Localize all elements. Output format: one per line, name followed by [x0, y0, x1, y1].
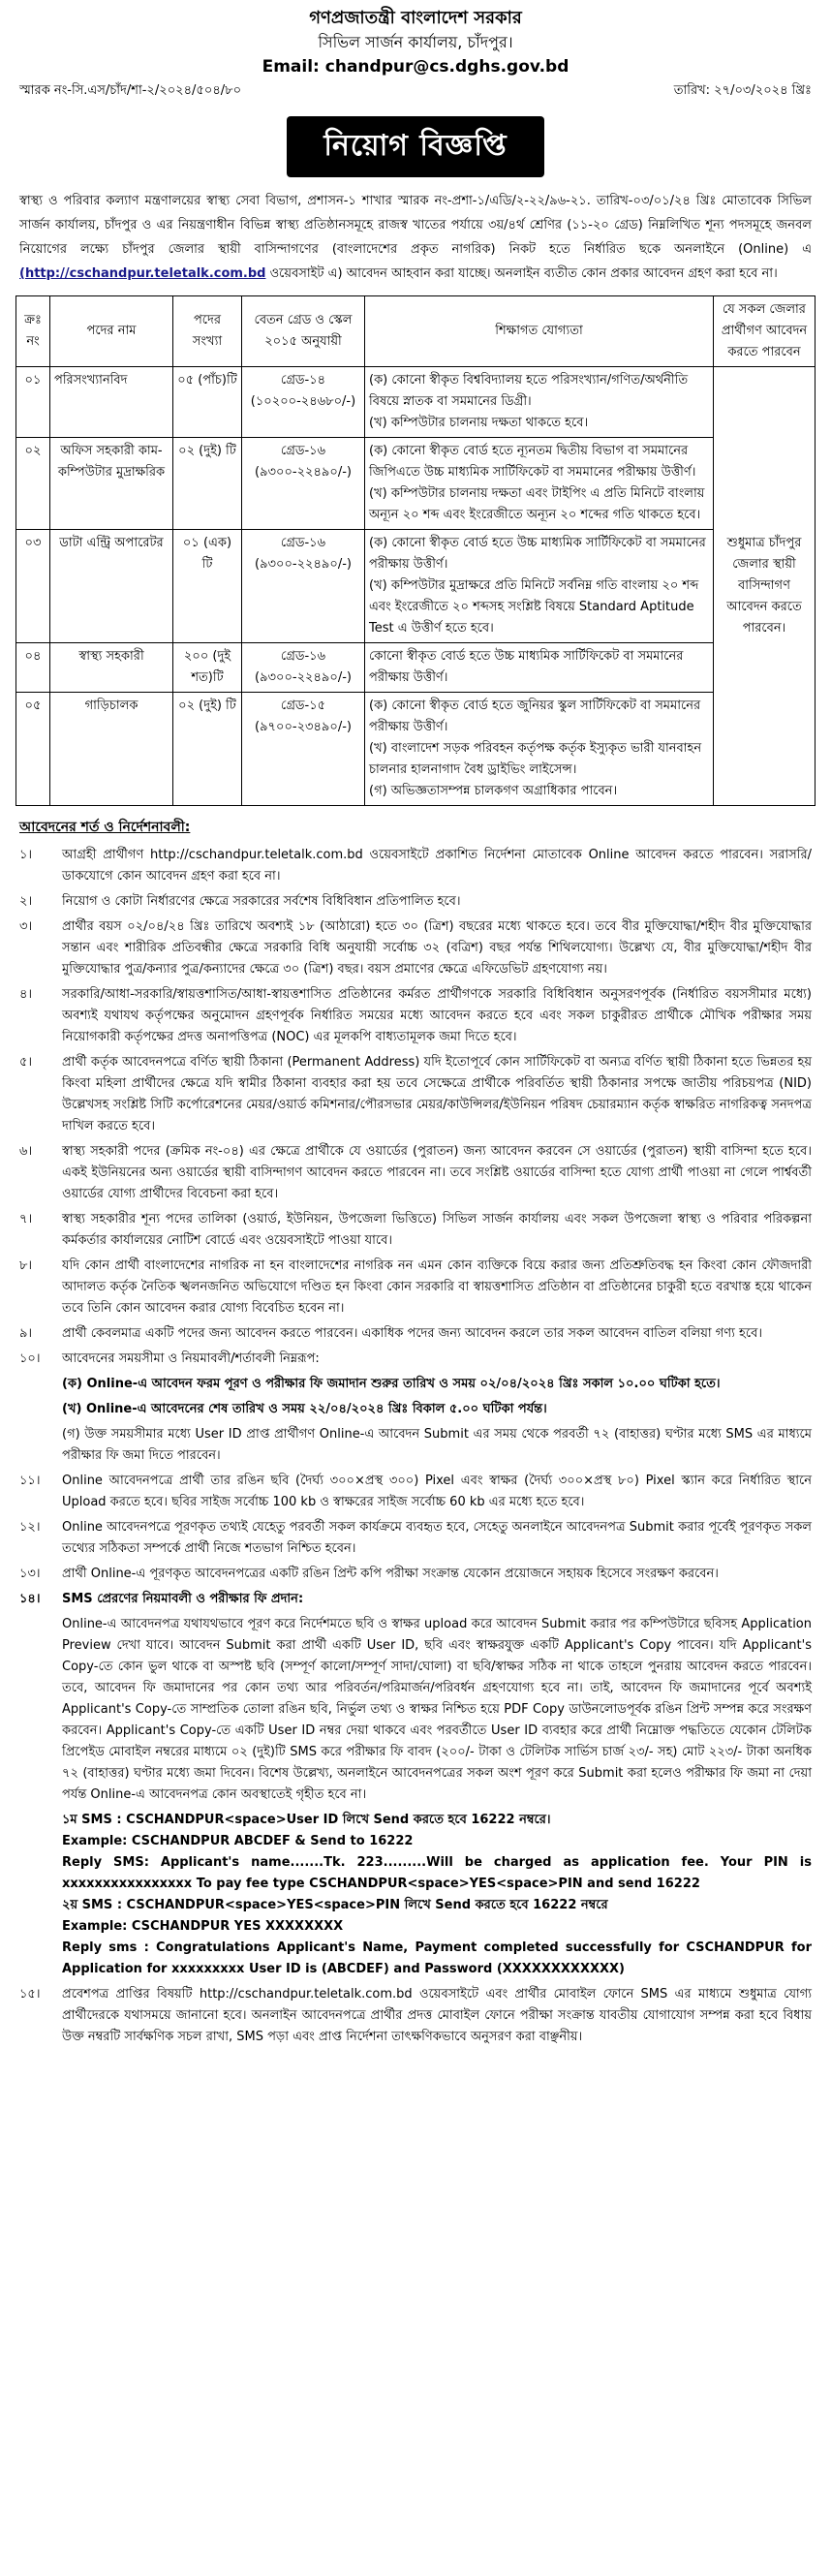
table-row [16, 643, 816, 693]
cell-post: স্বাস্থ্য সহকারী [50, 643, 173, 693]
notice-title: নিয়োগ বিজ্ঞপ্তি [287, 116, 543, 177]
qual-item: (ক) কোনো স্বীকৃত বোর্ড হতে জুনিয়র স্কুল সার্টিফিকেট বা সমমানের পরীক্ষায় উত্তীর্ণ। [369, 698, 701, 734]
condition-item [19, 1471, 812, 1513]
condition-text: প্রার্থী কর্তৃক আবেদনপত্রে বর্ণিত স্থায়ী ঠিকানা (Permanent Address) যদি ইতোপূর্বে কোন সার্টিফিকেট বা অন্যত্র বর্ণিত স্থায়ী ঠিকানা হতে ভিন্নতর হয় কিংবা মহিলা প্রার্থীদের ক্ষেত্রে যদি স্বামীর ঠিকানা ব্যবহার করা হয় তবে সেক্ষেত্রে প্রার্থীকে পরিবর্তিত স্থায়ী ঠিকানার সপক্ষে জাতীয় পরিচয়পত্র (NID) উল্লেখসহ সংশ্লিষ্ট সিটি কর্পোরেশনের মেয়র/ওয়ার্ড কমিশনার/পৌরসভার মেয়র/কাউন্সিলর/ইউনিয়ন পরিষদ চেয়ারম্যান কর্তৃক স্বাক্ষরিত নাগরিকত্ব সনদপত্র দাখিল করতে হবে। [62, 1055, 812, 1133]
qual-item: (গ) অভিজ্ঞতাসম্পন্ন চালকগণ অগ্রাধিকার পাবেন। [369, 784, 618, 798]
cell-count: ০২ (দুই) টি [173, 693, 242, 806]
condition-text: (ক) Online-এ আবেদন ফরম পূরণ ও পরীক্ষার ফি জমাদান শুরুর তারিখ ও সময় ০২/০৪/২০২৪ খ্রিঃ সকাল ১০.০০ ঘটিকা হতে। [62, 1377, 721, 1391]
office-email: Email: chandpur@cs.dghs.gov.bd [262, 57, 569, 77]
condition-text: স্বাস্থ্য সহকারীর শূন্য পদের তালিকা (ওয়ার্ড, ইউনিয়ন, উপজেলা ভিত্তিতে) সিভিল সার্জন কার্যালয় এবং সকল উপজেলা স্বাস্থ্য ও পরিবার পরিকল্পনা কর্মকর্তার কার্যালয়ের নোটিশ বোর্ডে এবং ওয়েবসাইটে পাওয়া যাবে। [62, 1212, 812, 1248]
th-district: যে সকল জেলার প্রার্থীগণ আবেদন করতে পারবেন [714, 296, 816, 367]
condition-text: যদি কোন প্রার্থী বাংলাদেশের নাগরিক না হন বাংলাদেশের নাগরিক নন এমন কোন ব্যক্তিকে বিয়ে করার জন্য প্রতিশ্রুতিবদ্ধ হন কিংবা কোন ফৌজদারী আদালত কর্তৃক নৈতিক স্খলনজনিত অভিযোগে দণ্ডিত হন কিংবা কোন সরকারি বা স্বায়ত্তশাসিত প্রতিষ্ঠান বা প্রতিষ্ঠানের চাকুরী হতে বরখাস্ত হয়ে থাকেন তবে তিনি কোন আবেদন করার যোগ্য বিবেচিত হবেন না। [62, 1258, 812, 1316]
condition-item [19, 1141, 812, 1205]
condition-number: ৭। [19, 1212, 33, 1226]
memo-date: তারিখ: ২৭/০৩/২০২৪ খ্রিঃ [673, 83, 812, 98]
cell-qualification [365, 693, 714, 806]
condition-number: ৪। [19, 987, 33, 1002]
condition-item [19, 1517, 812, 1560]
condition-number: ২। [19, 894, 33, 909]
condition-text: (গ) উক্ত সময়সীমার মধ্যে User ID প্রাপ্ত প্রার্থীগণ Online-এ আবেদন Submit এর সময় থেকে পরবর্তী ৭২ (বাহাত্তর) ঘণ্টার মধ্যে SMS এর মাধ্যমে পরীক্ষার ফি জমা দিতে পারবেন। [62, 1427, 812, 1463]
condition-text: SMS প্রেরণের নিয়মাবলী ও পরীক্ষার ফি প্রদান: [62, 1592, 304, 1606]
qual-item: (খ) কম্পিউটার মুদ্রাক্ষরে প্রতি মিনিটে সর্বনিম্ন গতি বাংলায় ২০ শব্দ এবং ইংরেজীতে ২০ শব্দসহ সংশ্লিষ্ট বিষয়ে Standard Aptitude Test এ উত্তীর্ণ হতে হবে। [369, 578, 699, 636]
cell-serial: ০৩ [16, 530, 50, 643]
qual-item: কোনো স্বীকৃত বোর্ড হতে উচ্চ মাধ্যমিক সার্টিফিকেট বা সমমানের পরীক্ষায় উত্তীর্ণ। [369, 649, 684, 685]
table-row [16, 530, 816, 643]
intro-paragraph [19, 189, 812, 286]
condition-item [19, 1589, 812, 1610]
cell-grade: গ্রেড-১৫ (৯৭০০-২৩৪৯০/-) [242, 693, 365, 806]
conditions-list [15, 845, 816, 2048]
cell-serial: ০২ [16, 438, 50, 530]
cell-count: ০১ (এক) টি [173, 530, 242, 643]
th-serial: ক্রঃ নং [16, 296, 50, 367]
cell-post: অফিস সহকারী কাম-কম্পিউটার মুদ্রাক্ষরিক [50, 438, 173, 530]
th-count: পদের সংখ্যা [173, 296, 242, 367]
sms-line-4: ২য় SMS : CSCHANDPUR<space>YES<space>PIN লিখে Send করতে হবে 16222 নম্বরে [62, 1898, 608, 1912]
cell-grade: গ্রেড-১৬ (৯৩০০-২২৪৯০/-) [242, 530, 365, 643]
condition-text: স্বাস্থ্য সহকারী পদের (ক্রমিক নং-০৪) এর ক্ষেত্রে প্রার্থীকে যে ওয়ার্ডের (পুরাতন) জন্য আবেদন করবেন সে ওয়ার্ডের (পুরাতন) স্থায়ী বাসিন্দা হতে হবে। একই ইউনিয়নের অন্য ওয়ার্ডের স্থায়ী বাসিন্দাগণ আবেদন করতে পারবেন না। তবে সংশ্লিষ্ট ওয়ার্ডের বাসিন্দা হতে যোগ্য প্রার্থী পাওয়া না গেলে পার্শ্ববর্তী ওয়ার্ডের যোগ্য প্রার্থীদের বিবেচনা করা হবে। [62, 1144, 812, 1201]
table-row [16, 693, 816, 806]
condition-number: ১। [19, 848, 33, 862]
cell-district-note: শুধুমাত্র চাঁদপুর জেলার স্থায়ী বাসিন্দাগণ আবেদন করতে পারবেন। [714, 367, 816, 806]
qual-item: (খ) কম্পিউটার চালনায় দক্ষতা এবং টাইপিং এ প্রতি মিনিটে বাংলায় অন্যূন ২০ শব্দ এবং ইংরেজীতে অন্যূন ২০ শব্দের গতি থাকতে হবে। [369, 486, 705, 522]
table-header-row [16, 296, 816, 367]
condition-text: নিয়োগ ও কোটা নির্ধারণের ক্ষেত্রে সরকারের সর্বশেষ বিধিবিধান প্রতিপালিত হবে। [62, 894, 461, 909]
table-row [16, 438, 816, 530]
condition-text: প্রবেশপত্র প্রাপ্তির বিষয়টি http://cschandpur.teletalk.com.bd ওয়েবসাইটে এবং প্রার্থীর মোবাইল ফোনে SMS এর মাধ্যমে শুধুমাত্র যোগ্য প্রার্থীদেরকে যথাসময়ে জানানো হবে। অনলাইন আবেদনপত্রে প্রার্থীর প্রদত্ত মোবাইল ফোনে পরীক্ষা সংক্রান্ত যাবতীয় যোগাযোগ সম্পন্ন করা হবে বিধায় উক্ত নম্বরটি সার্বক্ষণিক সচল রাখা, SMS পড়া এবং প্রাপ্ত নির্দেশনা তাৎক্ষণিকভাবে অনুসরণ করা বাঞ্ছনীয়। [62, 1987, 812, 2044]
sms-line-6: Reply sms : Congratulations Applicant's Name, Payment completed successfully for CSCHANDPUR for Application for xxxxxxxxx User ID is (ABCDEF) and Password (XXXXXXXXXXXX) [62, 1940, 812, 1976]
sms-line-1: ১ম SMS : CSCHANDPUR<space>User ID লিখে Send করতে হবে 16222 নম্বরে। [62, 1813, 551, 1827]
condition-item [19, 1374, 812, 1395]
condition-item [19, 1399, 812, 1420]
cell-qualification [365, 530, 714, 643]
condition-number [19, 1614, 62, 1806]
sms-line-3: Reply SMS: Applicant's name.......Tk. 223.........Will be charged as application fee. Your PIN is xxxxxxxxxxxxxxxx To pay fee type CSCHANDPUR<space>YES<space>PIN and send 16222 [62, 1855, 812, 1891]
condition-number [19, 1374, 62, 1395]
condition-item [19, 1052, 812, 1137]
condition-item [19, 1256, 812, 1319]
condition-text: (খ) Online-এ আবেদনের শেষ তারিখ ও সময় ২২/০৪/২০২৪ খ্রিঃ বিকাল ৫.০০ ঘটিকা পর্যন্ত। [62, 1402, 547, 1416]
cell-post: ডাটা এন্ট্রি অপারেটর [50, 530, 173, 643]
cell-qualification [365, 643, 714, 693]
intro-text-1: স্বাস্থ্য ও পরিবার কল্যাণ মন্ত্রণালয়ের স্বাস্থ্য সেবা বিভাগ, প্রশাসন-১ শাখার স্মারক নং-প্রশা-১/এডি/২-২২/৯৬-২১. তারিখ-০৩/০১/২৪ খ্রিঃ মোতাবেক সিভিল সার্জন কার্যালয়, চাঁদপুর ও এর নিয়ন্ত্রণাধীন বিভিন্ন স্বাস্থ্য প্রতিষ্ঠানসমূহে রাজস্ব খাতের পর্যায়ে ৩য়/৪র্থ শ্রেণির (১১-২০ গ্রেড) নিম্নলিখিত শূন্য পদসমূহে জনবল নিয়োগের লক্ষ্যে চাঁদপুর জেলার স্থায়ী বাসিন্দাগণের (বাংলাদেশের প্রকৃত নাগরিক) নিকট হতে নির্ধারিত ছকে অনলাইনে (Online) এ [19, 194, 812, 257]
intro-text-2: ওয়েবসাইট এ) আবেদন আহবান করা যাচ্ছে। অনলাইন ব্যতীত কোন প্রকার আবেদন গ্রহণ করা হবে না। [265, 266, 778, 281]
th-qualification: শিক্ষাগত যোগ্যতা [365, 296, 714, 367]
condition-text: সরকারি/আধা-সরকারি/স্বায়ত্তশাসিত/আধা-স্বায়ত্তশাসিত প্রতিষ্ঠানের কর্মরত প্রার্থীগণকে সরকারি বিধিবিধান অনুসরণপূর্বক (নির্ধারিত বয়সসীমার মধ্যে) অবশ্যই যথাযথ কর্তৃপক্ষের অনুমোদন গ্রহণপূর্বক নির্ধারিত সময়ের মধ্যে আবেদন করতে হবে এবং সকল চাকুরীরত প্রার্থীকে মৌখিক পরীক্ষার সময় নিয়োগকারী কর্তৃপক্ষের প্রদত্ত অনাপত্তিপত্র (NOC) এর মূলকপি বাধ্যতামূলক জমা দিতে হবে। [62, 987, 812, 1044]
condition-number: ১৫। [19, 1987, 41, 2002]
cell-serial: ০৫ [16, 693, 50, 806]
condition-text: আগ্রহী প্রার্থীগণ http://cschandpur.teletalk.com.bd ওয়েবসাইটে প্রকাশিত নির্দেশনা মোতাবেক Online আবেদন করতে পারবেন। সরাসরি/ডাকযোগে কোন আবেদন গ্রহণ করা হবে না। [62, 848, 812, 884]
qual-item: (ক) কোনো স্বীকৃত বিশ্ববিদ্যালয় হতে পরিসংখ্যান/গণিত/অর্থনীতি বিষয়ে স্নাতক বা সমমানের ডিগ্রী। [369, 373, 689, 409]
office-header [15, 6, 816, 79]
cell-count: ০২ (দুই) টি [173, 438, 242, 530]
cell-grade: গ্রেড-১৬ (৯৩০০-২২৪৯০/-) [242, 643, 365, 693]
condition-item [19, 891, 812, 913]
condition-item [19, 1614, 812, 1806]
cell-count: ০৫ (পাঁচ)টি [173, 367, 242, 438]
sms-instructions [19, 1810, 812, 1980]
condition-number: ৬। [19, 1144, 33, 1159]
memo-ref: স্মারক নং-সি.এস/চাঁদ/শা-২/২০২৪/৫০৪/৮০ [19, 83, 242, 98]
cell-serial: ০৪ [16, 643, 50, 693]
cell-post: গাড়িচালক [50, 693, 173, 806]
sms-line-5: Example: CSCHANDPUR YES XXXXXXXX [62, 1919, 344, 1934]
condition-number: ৯। [19, 1326, 33, 1341]
intro-link[interactable]: (http://cschandpur.teletalk.com.bd [19, 266, 266, 281]
qual-item: (খ) কম্পিউটার চালনায় দক্ষতা থাকতে হবে। [369, 416, 589, 430]
condition-text: প্রার্থী Online-এ পূরণকৃত আবেদনপত্রের একটি রঙিন প্রিন্ট কপি পরীক্ষা সংক্রান্ত যেকোন প্রয়োজনে সহায়ক হিসেবে সংরক্ষণ করবেন। [62, 1567, 719, 1581]
qual-item: (ক) কোনো স্বীকৃত বোর্ড হতে উচ্চ মাধ্যমিক সার্টিফিকেট বা সমমানের পরীক্ষায় উত্তীর্ণ। [369, 536, 706, 572]
qual-item: (ক) কোনো স্বীকৃত বোর্ড হতে ন্যূনতম দ্বিতীয় বিভাগ বা সমমানের জিপিএতে উচ্চ মাধ্যমিক সার্টিফিকেট বা সমমানের পরীক্ষায় উত্তীর্ণ। [369, 444, 696, 480]
condition-item [19, 1209, 812, 1252]
condition-number: ৮। [19, 1258, 33, 1273]
condition-text: প্রার্থী কেবলমাত্র একটি পদের জন্য আবেদন করতে পারবেন। একাধিক পদের জন্য আবেদন করলে তার সকল আবেদন বাতিল বলিয়া গণ্য হবে। [62, 1326, 762, 1341]
th-post: পদের নাম [50, 296, 173, 367]
condition-item [19, 1564, 812, 1585]
condition-item [19, 1984, 812, 2048]
condition-item [19, 984, 812, 1048]
office-name: সিভিল সার্জন কার্যালয়, চাঁদপুর। [318, 33, 513, 51]
condition-number: ৩। [19, 919, 33, 934]
condition-number: ১১। [19, 1474, 41, 1488]
cell-count: ২০০ (দুই শত)টি [173, 643, 242, 693]
condition-number [19, 1424, 62, 1467]
sms-line-2: Example: CSCHANDPUR ABCDEF & Send to 16222 [62, 1834, 414, 1848]
cell-qualification [365, 367, 714, 438]
cell-post: পরিসংখ্যানবিদ [50, 367, 173, 438]
condition-item [19, 1349, 812, 1370]
qual-item: (খ) বাংলাদেশ সড়ক পরিবহন কর্তৃপক্ষ কর্তৃক ইস্যুকৃত ভারী যানবাহন চালনার হালনাগাদ বৈধ ড্রাইভিং লাইসেন্স। [369, 741, 702, 777]
condition-item [19, 1323, 812, 1345]
condition-text: Online-এ আবেদনপত্র যথাযথভাবে পূরণ করে নির্দেশমতে ছবি ও স্বাক্ষর upload করে আবেদন Submit করার পর কম্পিউটারে ছবিসহ Application Preview দেখা যাবে। আবেদন Submit করা প্রার্থী একটি User ID, ছবি এবং স্বাক্ষরযুক্ত একটি Applicant's Copy পাবেন। যদি Applicant's Copy-তে কোন ভুল থাকে বা অস্পষ্ট ছবি (সম্পূর্ণ কালো/সম্পূর্ণ সাদা/ঘোলা) বা ছবি/স্বাক্ষর সঠিক না থাকে তাহলে পুনরায় আবেদন করতে পারবেন। তবে, আবেদন ফি জমাদানের পর কোন তথ্য আর পরিবর্তন/পরিমার্জন/পরিবর্ধন গ্রহণযোগ্য হবে না। তাই, আবেদন ফি জমাদানের পূর্বে অবশ্যই Applicant's Copy-তে সাম্প্রতিক তোলা রঙিন ছবি, নির্ভুল তথ্য ও স্বাক্ষর নিশ্চিত হয়ে PDF Copy ডাউনলোডপূর্বক রঙিন প্রিন্ট সম্পন্ন করে সংরক্ষণ করবেন। Applicant's Copy-তে একটি User ID নম্বর দেয়া থাকবে এবং পরবর্তীতে User ID ব্যবহার করে প্রার্থী নিম্নোক্ত পদ্ধতিতে যেকোন টেলিটক প্রিপেইড মোবাইল নম্বরের মাধ্যমে ০২ (দুই)টি SMS করে পরীক্ষার ফি বাবদ (২০০/- টাকা ও টেলিটক সার্ভিস চার্জ ২৩/- সহ) মোট ২২৩/- টাকা অনধিক ৭২ (বাহাত্তর) ঘণ্টার মধ্যে জমা দিবেন। বিশেষ উল্লেখ্য, অনলাইনে আবেদনপত্রের সকল অংশ পূরণ করে Submit করা হলেও পরীক্ষার ফি জমা না দেয়া পর্যন্ত Online-এ আবেদনপত্র কোন অবস্থাতেই গৃহীত হবে না। [62, 1617, 812, 1802]
cell-grade: গ্রেড-১৪ (১০২০০-২৪৬৮০/-) [242, 367, 365, 438]
conditions-title: আবেদনের শর্ত ও নির্দেশনাবলী: [19, 820, 191, 835]
title-wrap [15, 116, 816, 177]
condition-number: ৫। [19, 1055, 33, 1070]
table-row [16, 367, 816, 438]
cell-serial: ০১ [16, 367, 50, 438]
condition-text: Online আবেদনপত্রে পূরণকৃত তথ্যই যেহেতু পরবর্তী সকল কার্যক্রমে ব্যবহৃত হবে, সেহেতু অনলাইনে আবেদনপত্র Submit করার পূর্বেই পূরণকৃত সকল তথ্যের সঠিকতা সম্পর্কে প্রার্থী নিজে শতভাগ নিশ্চিত হবেন। [62, 1520, 812, 1556]
th-grade: বেতন গ্রেড ও স্কেল ২০১৫ অনুযায়ী [242, 296, 365, 367]
condition-text: আবেদনের সময়সীমা ও নিয়মাবলী/শর্তাবলী নিম্নরূপ: [62, 1351, 320, 1366]
condition-number: ১৪। [19, 1592, 41, 1606]
condition-number [19, 1399, 62, 1420]
condition-item [19, 1424, 812, 1467]
condition-text: প্রার্থীর বয়স ০২/০৪/২৪ খ্রিঃ তারিখে অবশ্যই ১৮ (আঠারো) হতে ৩০ (ত্রিশ) বছরের মধ্যে থাকতে হবে। তবে বীর মুক্তিযোদ্ধা/শহীদ বীর মুক্তিযোদ্ধার সন্তান এবং শারীরিক প্রতিবন্ধীর ক্ষেত্রে সরকারি বিধি অনুযায়ী সর্বোচ্চ ৩২ (বত্রিশ) বছর পর্যন্ত শিথিলযোগ্য। উল্লেখ্য যে, বীর মুক্তিযোদ্ধা/শহীদ বীর মুক্তিযোদ্ধার পুত্র/কন্যার পুত্র/কন্যাদের ক্ষেত্রে ৩০ (ত্রিশ) বছর। বয়স প্রমাণের ক্ষেত্রে এফিডেভিট গ্রহণযোগ্য নয়। [62, 919, 812, 977]
condition-number: ১২। [19, 1520, 41, 1535]
memo-line [15, 79, 816, 103]
condition-item [19, 845, 812, 887]
condition-text: Online আবেদনপত্রে প্রার্থী তার রঙিন ছবি (দৈর্ঘ্য ৩০০×প্রস্থ ৩০০) Pixel এবং স্বাক্ষর (দৈর্ঘ্য ৩০০×প্রস্থ ৮০) Pixel স্ক্যান করে নির্ধারিত স্থানে Upload করতে হবে। ছবির সাইজ সর্বোচ্চ 100 kb ও স্বাক্ষরের সাইজ সর্বোচ্চ 60 kb এর মধ্যে হতে হবে। [62, 1474, 812, 1509]
government-name: গণপ্রজাতন্ত্রী বাংলাদেশ সরকার [309, 8, 522, 28]
condition-number: ১০। [19, 1351, 41, 1366]
condition-item [19, 916, 812, 980]
cell-qualification [365, 438, 714, 530]
condition-number: ১৩। [19, 1567, 41, 1581]
posts-table [15, 295, 816, 806]
cell-grade: গ্রেড-১৬ (৯৩০০-২২৪৯০/-) [242, 438, 365, 530]
